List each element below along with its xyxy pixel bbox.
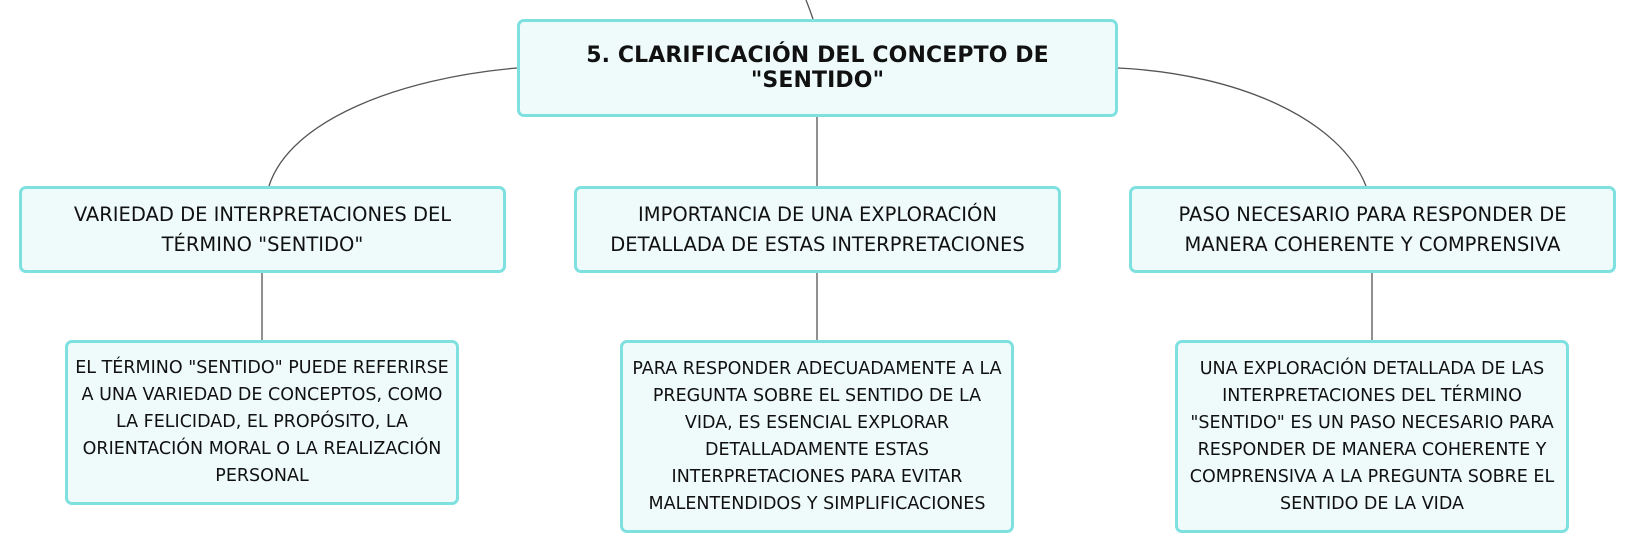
branch-label: VARIEDAD DE INTERPRETACIONES DEL TÉRMINO "SENTIDO" xyxy=(73,202,452,256)
detail-node-paso-necesario[interactable] xyxy=(1175,340,1569,533)
detail-text: EL TÉRMINO "SENTIDO" PUEDE REFERIRSE A UNA VARIEDAD DE CONCEPTOS, COMO LA FELICIDAD, EL PROPÓSITO, LA ORIENTACIÓN MORAL O LA REALIZACIÓN PERSONAL xyxy=(75,358,449,486)
root-topic-label: 5. CLARIFICACIÓN DEL CONCEPTO DE "SENTIDO" xyxy=(586,43,1049,93)
branch-node-paso-necesario[interactable] xyxy=(1129,186,1616,273)
detail-text: UNA EXPLORACIÓN DETALLADA DE LAS INTERPRETACIONES DEL TÉRMINO "SENTIDO" ES UN PASO NECESARIO PARA RESPONDER DE MANERA COHERENTE Y COMPRENSIVA A LA PREGUNTA SOBRE EL SENTIDO DE LA VIDA xyxy=(1189,358,1555,514)
detail-text: PARA RESPONDER ADECUADAMENTE A LA PREGUNTA SOBRE EL SENTIDO DE LA VIDA, ES ESENCIAL EXPLORAR DETALLADAMENTE ESTAS INTERPRETACIONES PARA EVITAR MALENTENDIDOS Y SIMPLIFICACIONES xyxy=(632,358,1002,514)
connector-root-to-branch-1 xyxy=(269,68,517,186)
connector-incoming-to-root xyxy=(806,0,813,19)
branch-node-importancia[interactable] xyxy=(574,186,1061,273)
connector-root-to-branch-3 xyxy=(1118,68,1366,186)
branch-node-variedad[interactable] xyxy=(19,186,506,273)
branch-label: PASO NECESARIO PARA RESPONDER DE MANERA COHERENTE Y COMPRENSIVA xyxy=(1178,202,1567,256)
detail-node-variedad[interactable] xyxy=(65,340,459,505)
branch-label: IMPORTANCIA DE UNA EXPLORACIÓN DETALLADA DE ESTAS INTERPRETACIONES xyxy=(610,202,1025,256)
root-topic-node[interactable] xyxy=(517,19,1118,117)
detail-node-importancia[interactable] xyxy=(620,340,1014,533)
